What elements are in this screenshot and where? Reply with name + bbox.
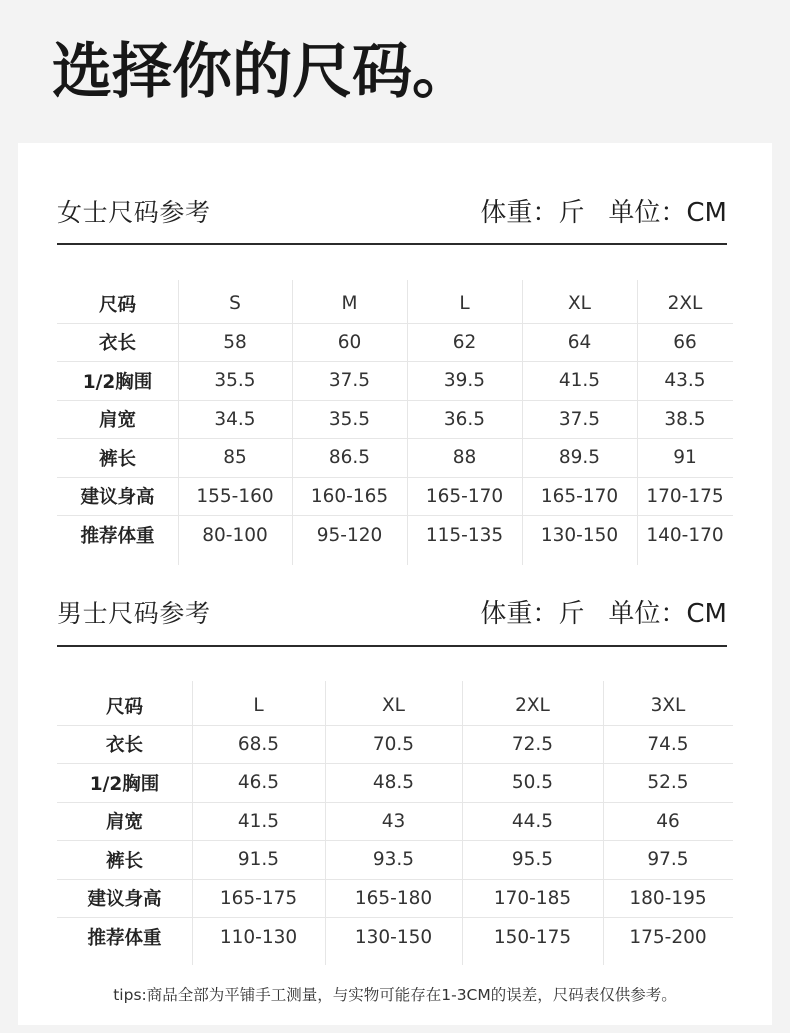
table-cell: 165-175 [219,887,298,909]
table-cell: 95-120 [316,524,383,546]
table-cell: 97.5 [647,849,689,871]
table-row [57,439,733,478]
size-column-header: L [459,293,470,315]
column-divider [325,681,326,965]
table-cell: 93.5 [372,849,415,871]
size-header-label: 尺码 [98,294,136,316]
table-cell: 36.5 [443,408,486,430]
table-cell: 52.5 [647,772,689,794]
table-row [57,478,733,517]
table-cell: 86.5 [328,447,371,469]
row-label: 肩宽 [105,812,143,834]
table-cell: 41.5 [237,810,280,832]
column-divider [192,681,193,965]
table-cell: 68.5 [237,733,280,755]
women-units [480,198,727,228]
table-cell: 37.5 [328,370,371,392]
row-label: 推荐体重 [80,526,155,548]
men-section-heading: 男士尺码参考 [57,599,211,628]
row-label: 衣长 [98,333,136,355]
women-table-rows [57,285,733,555]
size-column-header: XL [382,695,405,717]
column-divider [292,280,293,565]
row-label: 裤长 [105,850,143,872]
weight-unit-label: 体重：斤 [480,599,585,629]
men-table-rows [57,687,733,957]
column-divider [522,280,523,565]
table-cell: 64 [567,331,592,353]
size-unit-label: 单位：CM [608,198,727,228]
table-cell: 70.5 [372,733,415,755]
table-cell: 35.5 [214,370,256,392]
women-section-heading: 女士尺码参考 [57,198,211,227]
row-label: 衣长 [105,735,143,757]
table-cell: 110-130 [219,926,298,948]
table-row [57,764,733,803]
table-cell: 44.5 [511,810,554,832]
table-cell: 91 [673,447,697,469]
table-cell: 165-180 [354,887,433,909]
size-header-row [57,687,733,726]
table-cell: 50.5 [511,772,554,794]
table-row [57,918,733,957]
table-cell: 80-100 [202,524,268,546]
table-row [57,362,733,401]
table-cell: 140-170 [646,524,724,546]
table-cell: 170-175 [646,485,724,507]
table-cell: 60 [337,331,362,353]
men-heading-divider [57,645,727,647]
table-cell: 46.5 [237,772,280,794]
table-row [57,803,733,842]
table-cell: 62 [452,331,477,353]
size-column-header: S [229,293,241,315]
table-cell: 89.5 [558,447,601,469]
table-cell: 43 [381,810,406,832]
table-cell: 58 [223,331,247,353]
table-cell: 130-150 [540,524,619,546]
table-row [57,324,733,363]
size-header-label: 尺码 [105,696,143,718]
column-divider [407,280,408,565]
row-label: 建议身高 [87,889,162,911]
size-column-header: L [253,695,264,717]
column-divider [637,280,638,565]
table-cell: 150-175 [493,926,572,948]
men-size-table [57,681,733,965]
table-cell: 48.5 [372,772,415,794]
row-label: 肩宽 [98,410,136,432]
size-column-header: 2XL [515,695,550,717]
table-cell: 43.5 [664,370,706,392]
table-cell: 115-135 [425,524,504,546]
table-cell: 41.5 [558,370,601,392]
measurement-tips: tips:商品全部为平铺手工测量，与实物可能存在1-3CM的误差，尺码表仅供参考。 [113,986,677,1004]
table-cell: 38.5 [664,408,706,430]
table-cell: 35.5 [328,408,371,430]
size-column-header: 3XL [650,695,686,717]
column-divider [178,280,179,565]
size-header-row [57,285,733,324]
size-column-header: XL [568,293,591,315]
table-cell: 170-185 [493,887,572,909]
table-row [57,880,733,919]
women-heading-divider [57,243,727,245]
size-chart-card [18,143,772,1025]
table-cell: 165-170 [425,485,504,507]
table-cell: 34.5 [214,408,256,430]
size-unit-label: 单位：CM [608,599,727,629]
page-title: 选择你的尺码。 [52,37,472,107]
row-label: 1/2胸围 [82,371,153,393]
table-cell: 180-195 [629,887,707,909]
table-cell: 160-165 [310,485,389,507]
table-cell: 74.5 [647,733,689,755]
men-units [480,599,727,629]
table-row [57,516,733,555]
table-cell: 37.5 [558,408,601,430]
table-cell: 95.5 [511,849,554,871]
weight-unit-label: 体重：斤 [480,198,585,228]
row-label: 建议身高 [80,487,155,509]
size-column-header: 2XL [667,293,703,315]
row-label: 1/2胸围 [89,773,160,795]
table-cell: 88 [452,447,477,469]
column-divider [603,681,604,965]
table-cell: 165-170 [540,485,619,507]
column-divider [462,681,463,965]
table-cell: 39.5 [443,370,486,392]
table-cell: 72.5 [511,733,554,755]
table-cell: 175-200 [629,926,707,948]
table-cell: 85 [223,447,247,469]
table-row [57,841,733,880]
women-size-table [57,280,733,565]
table-row [57,726,733,765]
table-cell: 130-150 [354,926,433,948]
table-cell: 66 [673,331,697,353]
size-column-header: M [341,293,358,315]
table-cell: 155-160 [196,485,274,507]
table-cell: 46 [656,810,680,832]
row-label: 裤长 [98,448,136,470]
table-row [57,401,733,440]
table-cell: 91.5 [237,849,280,871]
row-label: 推荐体重 [87,928,162,950]
